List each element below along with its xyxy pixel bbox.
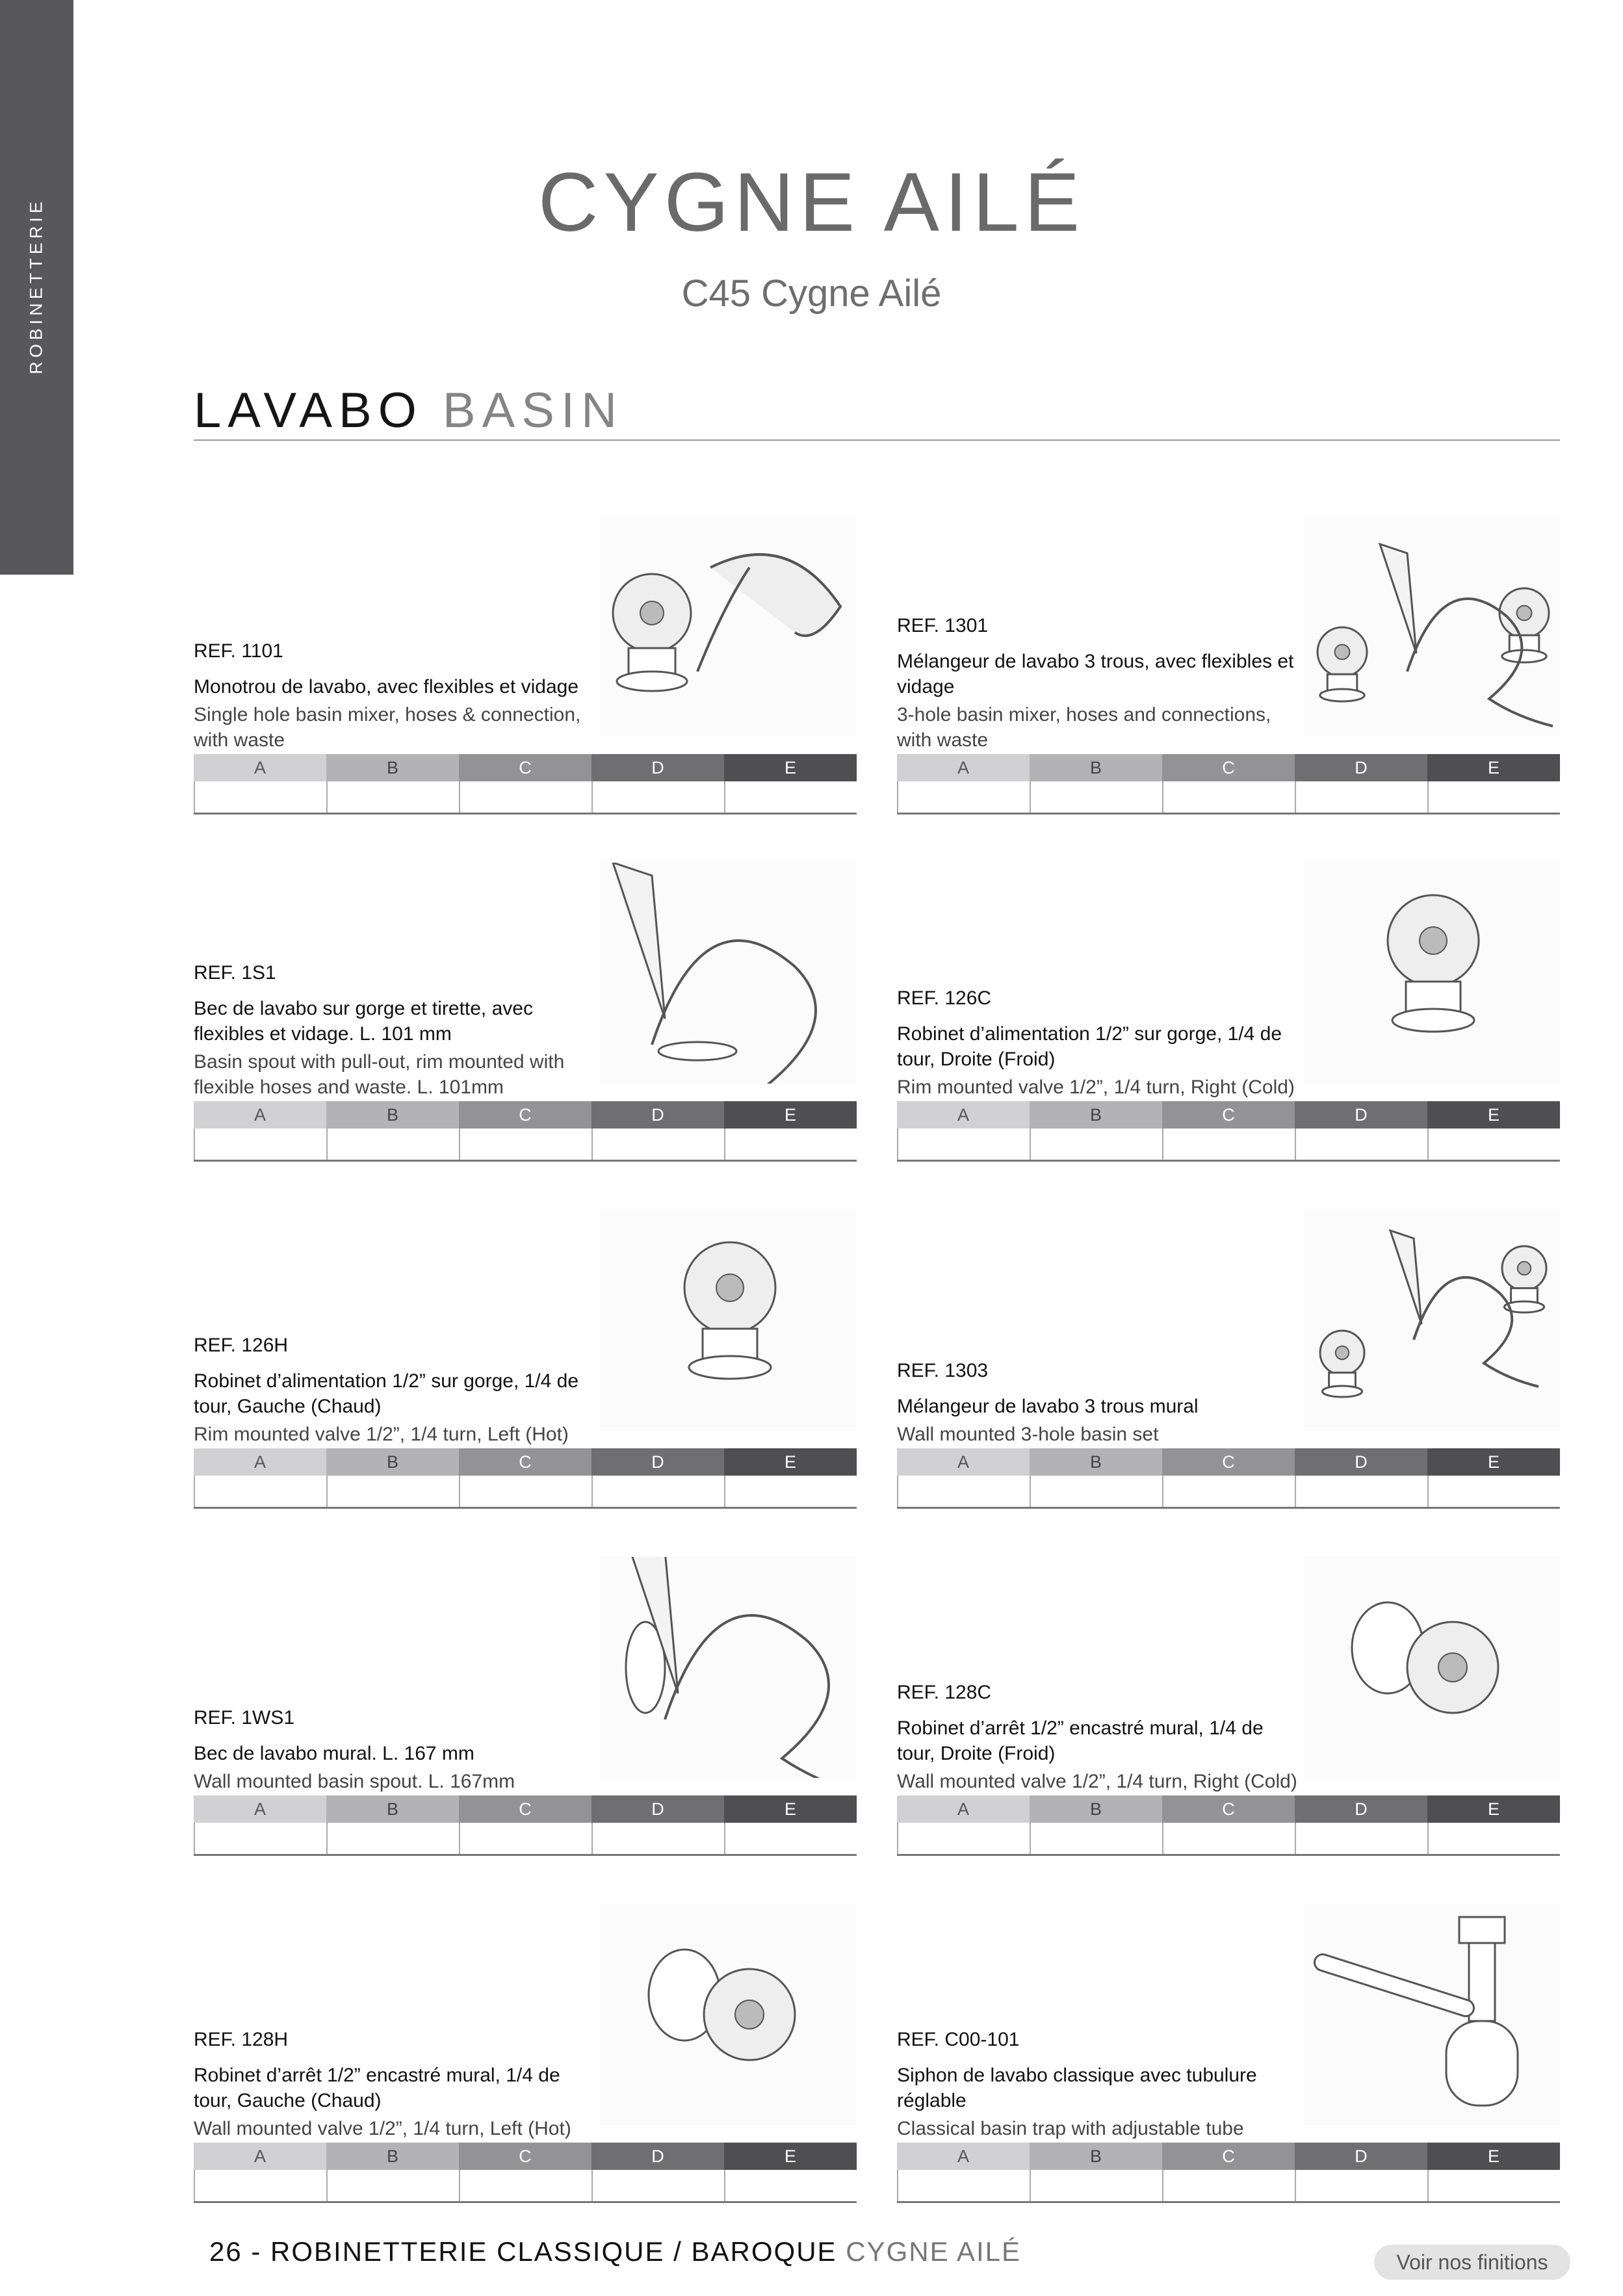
- finish-cell: [326, 1476, 459, 1507]
- product-ref-number: 1S1: [241, 962, 276, 984]
- product-ref-number: 1303: [944, 1360, 989, 1381]
- finish-cell: [326, 1128, 459, 1160]
- finish-cell: [897, 2170, 1030, 2201]
- finish-value-row: [194, 781, 857, 813]
- section-heading: [194, 382, 623, 439]
- finish-value-row: [194, 1476, 857, 1507]
- finish-col-D: D: [591, 754, 724, 781]
- product-text: [194, 2029, 597, 2141]
- finish-cell: [1295, 1823, 1427, 1854]
- product-text: [897, 1360, 1300, 1447]
- finish-col-C: C: [1162, 754, 1295, 781]
- finish-col-B: B: [1030, 754, 1162, 781]
- product-card: [897, 1210, 1560, 1509]
- finish-cell: [326, 1823, 459, 1854]
- finish-col-E: E: [1427, 2143, 1560, 2170]
- finish-col-D: D: [591, 1448, 724, 1476]
- finish-col-B: B: [1030, 1795, 1162, 1823]
- finish-col-C: C: [459, 2143, 591, 2170]
- finish-value-row: [897, 1476, 1560, 1507]
- product-ref-number: C00-101: [944, 2029, 1020, 2050]
- finish-table: [897, 1448, 1560, 1509]
- finish-cell: [326, 781, 459, 813]
- finish-cell: [194, 2170, 326, 2201]
- three-hole-swan-mixer-icon: [1303, 515, 1560, 737]
- product-ref-prefix: REF.: [194, 1335, 242, 1356]
- finish-cell: [591, 1823, 724, 1854]
- finish-cell: [459, 1476, 591, 1507]
- product-card: [897, 1557, 1560, 1856]
- product-ref-prefix: REF.: [897, 1360, 945, 1381]
- finish-value-row: [897, 781, 1560, 813]
- finish-cell: [1030, 781, 1162, 813]
- finish-cell: [459, 1128, 591, 1160]
- finish-cell: [1030, 2170, 1162, 2201]
- section-heading-fr: LAVABO: [194, 383, 423, 438]
- finish-table: [897, 2143, 1560, 2203]
- finish-table: [897, 1795, 1560, 1856]
- finish-cell: [591, 781, 724, 813]
- product-desc-en: 3-hole basin mixer, hoses and connections, with waste: [897, 704, 1271, 751]
- finish-col-D: D: [1295, 2143, 1427, 2170]
- finish-cell: [1162, 2170, 1295, 2201]
- product-text: [194, 1335, 597, 1447]
- finish-cell: [1427, 2170, 1560, 2201]
- wall-valve-icon: [600, 1904, 857, 2125]
- finish-col-E: E: [1427, 1795, 1560, 1823]
- product-ref-number: 128H: [241, 2029, 289, 2050]
- section-heading-en: BASIN: [442, 383, 623, 438]
- finish-cell: [194, 1128, 326, 1160]
- finish-col-C: C: [459, 1448, 591, 1476]
- finish-col-A: A: [194, 1795, 326, 1823]
- finish-col-C: C: [1162, 1795, 1295, 1823]
- product-ref: [897, 1682, 1300, 1704]
- finish-table: [194, 754, 857, 815]
- finish-cell: [1427, 1823, 1560, 1854]
- finish-header-row: [897, 1101, 1560, 1128]
- finish-cell: [194, 1823, 326, 1854]
- finish-cell: [459, 2170, 591, 2201]
- finish-col-A: A: [897, 1101, 1030, 1128]
- product-ref-prefix: REF.: [897, 615, 945, 636]
- finish-col-B: B: [326, 754, 459, 781]
- finish-value-row: [897, 2170, 1560, 2201]
- finish-cell: [1427, 1476, 1560, 1507]
- product-ref: [194, 962, 597, 984]
- product-ref-prefix: REF.: [897, 987, 945, 1009]
- finish-table: [897, 754, 1560, 815]
- finish-cell: [194, 781, 326, 813]
- finish-cell: [724, 1823, 857, 1854]
- finish-col-B: B: [326, 1448, 459, 1476]
- finish-col-E: E: [724, 1101, 857, 1128]
- finish-col-C: C: [1162, 1448, 1295, 1476]
- product-text: [897, 615, 1300, 753]
- product-desc-en: Wall mounted 3-hole basin set: [897, 1424, 1159, 1445]
- finish-cell: [591, 1476, 724, 1507]
- product-text: [194, 962, 597, 1100]
- finish-table: [194, 1795, 857, 1856]
- product-desc-en: Wall mounted valve 1/2”, 1/4 turn, Left (Hot): [194, 2118, 571, 2139]
- product-ref-number: 126C: [944, 987, 992, 1009]
- finish-col-B: B: [326, 1795, 459, 1823]
- product-desc-fr: Robinet d’arrêt 1/2” encastré mural, 1/4 de tour, Droite (Froid): [897, 1717, 1264, 1764]
- product-ref-number: 128C: [944, 1682, 992, 1703]
- finish-col-E: E: [1427, 754, 1560, 781]
- finish-cell: [326, 2170, 459, 2201]
- finish-col-A: A: [897, 1448, 1030, 1476]
- product-ref-number: 1301: [944, 615, 989, 636]
- product-ref-prefix: REF.: [897, 2029, 945, 2050]
- product-ref-prefix: REF.: [897, 1682, 945, 1703]
- finish-col-C: C: [1162, 1101, 1295, 1128]
- product-ref-prefix: REF.: [194, 640, 242, 662]
- finish-value-row: [194, 2170, 857, 2201]
- product-desc-fr: Mélangeur de lavabo 3 trous, avec flexibles et vidage: [897, 651, 1294, 698]
- finish-table: [194, 2143, 857, 2203]
- product-text: [897, 987, 1300, 1100]
- finish-header-row: [897, 1448, 1560, 1476]
- product-card: [897, 1904, 1560, 2203]
- product-ref-prefix: REF.: [194, 2029, 242, 2050]
- finish-cell: [1427, 781, 1560, 813]
- finish-value-row: [194, 1128, 857, 1160]
- product-desc-en: Classical basin trap with adjustable tube: [897, 2118, 1244, 2139]
- product-desc-fr: Siphon de lavabo classique avec tubulure réglable: [897, 2065, 1257, 2111]
- finish-header-row: [897, 754, 1560, 781]
- finish-col-B: B: [326, 2143, 459, 2170]
- section-divider: [194, 439, 1560, 441]
- finish-col-E: E: [724, 754, 857, 781]
- finish-header-row: [194, 754, 857, 781]
- finish-cell: [1162, 1823, 1295, 1854]
- finish-cell: [897, 781, 1030, 813]
- finish-cell: [1295, 2170, 1427, 2201]
- footer-page-label: 26 - ROBINETTERIE CLASSIQUE / BAROQUE: [209, 2236, 837, 2267]
- finish-cell: [591, 2170, 724, 2201]
- product-desc-en: Basin spout with pull-out, rim mounted with flexible hoses and waste. L. 101mm: [194, 1051, 565, 1098]
- finish-col-D: D: [591, 2143, 724, 2170]
- product-ref-number: 1WS1: [241, 1707, 295, 1729]
- product-desc-fr: Bec de lavabo mural. L. 167 mm: [194, 1743, 474, 1764]
- finish-col-E: E: [724, 1448, 857, 1476]
- product-ref-number: 126H: [241, 1335, 289, 1356]
- finish-cell: [724, 2170, 857, 2201]
- finish-col-D: D: [1295, 754, 1427, 781]
- product-text: [897, 1682, 1300, 1794]
- product-ref: [897, 1360, 1300, 1382]
- finish-header-row: [194, 1795, 857, 1823]
- finish-col-D: D: [1295, 1448, 1427, 1476]
- product-card: [194, 515, 857, 815]
- product-card: [194, 863, 857, 1162]
- product-desc-en: Rim mounted valve 1/2”, 1/4 turn, Left (Hot): [194, 1424, 569, 1445]
- finish-cell: [1030, 1476, 1162, 1507]
- finish-col-D: D: [1295, 1101, 1427, 1128]
- product-ref: [194, 1707, 597, 1729]
- finish-table: [194, 1101, 857, 1162]
- finish-header-row: [194, 1448, 857, 1476]
- product-ref-prefix: REF.: [194, 1707, 242, 1729]
- basin-trap-icon: [1303, 1904, 1560, 2125]
- swan-spout-icon: [600, 863, 857, 1084]
- finish-header-row: [194, 2143, 857, 2170]
- product-text: [194, 1707, 597, 1794]
- finish-header-row: [897, 1795, 1560, 1823]
- finish-col-A: A: [194, 754, 326, 781]
- finish-col-D: D: [591, 1101, 724, 1128]
- finish-col-A: A: [897, 754, 1030, 781]
- finish-value-row: [897, 1128, 1560, 1160]
- product-ref: [194, 2029, 597, 2051]
- finish-cell: [591, 1128, 724, 1160]
- product-ref: [897, 615, 1300, 637]
- finish-cell: [194, 1476, 326, 1507]
- single-hole-swan-mixer-icon: [600, 515, 857, 737]
- finish-cell: [1162, 1128, 1295, 1160]
- finish-cell: [724, 1128, 857, 1160]
- finish-col-E: E: [724, 2143, 857, 2170]
- finish-cell: [1030, 1823, 1162, 1854]
- finish-table: [897, 1101, 1560, 1162]
- finish-col-A: A: [194, 2143, 326, 2170]
- finish-cell: [1162, 781, 1295, 813]
- product-card: [194, 1210, 857, 1509]
- finish-col-C: C: [459, 754, 591, 781]
- product-ref: [897, 987, 1300, 1010]
- finish-col-E: E: [724, 1795, 857, 1823]
- finish-cell: [724, 1476, 857, 1507]
- page-footer: [209, 2236, 1021, 2267]
- finish-col-A: A: [897, 2143, 1030, 2170]
- finish-cell: [459, 1823, 591, 1854]
- product-desc-fr: Bec de lavabo sur gorge et tirette, avec flexibles et vidage. L. 101 mm: [194, 998, 533, 1045]
- finish-col-E: E: [1427, 1448, 1560, 1476]
- finish-cell: [1295, 1476, 1427, 1507]
- product-desc-fr: Robinet d’alimentation 1/2” sur gorge, 1/4 de tour, Droite (Froid): [897, 1023, 1282, 1070]
- voir-finitions-button[interactable]: Voir nos finitions: [1374, 2245, 1570, 2280]
- product-desc-en: Single hole basin mixer, hoses & connection, with waste: [194, 704, 581, 751]
- product-card: [194, 1557, 857, 1856]
- product-card: [194, 1904, 857, 2203]
- finish-cell: [897, 1128, 1030, 1160]
- finish-cell: [459, 781, 591, 813]
- product-ref: [194, 640, 597, 662]
- product-text: [194, 640, 597, 753]
- finish-value-row: [194, 1823, 857, 1854]
- finish-col-D: D: [591, 1795, 724, 1823]
- finish-col-B: B: [1030, 2143, 1162, 2170]
- finish-header-row: [194, 1101, 857, 1128]
- wall-valve-icon: [1303, 1557, 1560, 1778]
- finish-cell: [1427, 1128, 1560, 1160]
- finish-cell: [1295, 1128, 1427, 1160]
- product-desc-en: Wall mounted valve 1/2”, 1/4 turn, Right (Cold): [897, 1771, 1297, 1792]
- product-ref-prefix: REF.: [194, 962, 242, 984]
- finish-col-C: C: [459, 1795, 591, 1823]
- finish-col-B: B: [1030, 1101, 1162, 1128]
- rim-valve-icon: [600, 1210, 857, 1431]
- finish-col-D: D: [1295, 1795, 1427, 1823]
- finish-cell: [897, 1476, 1030, 1507]
- finish-col-E: E: [1427, 1101, 1560, 1128]
- product-text: [897, 2029, 1300, 2141]
- product-desc-fr: Robinet d’arrêt 1/2” encastré mural, 1/4 de tour, Gauche (Chaud): [194, 2065, 560, 2111]
- finish-table: [194, 1448, 857, 1509]
- wall-three-hole-set-icon: [1303, 1210, 1560, 1431]
- finish-col-B: B: [326, 1101, 459, 1128]
- product-ref: [897, 2029, 1300, 2051]
- product-desc-fr: Robinet d’alimentation 1/2” sur gorge, 1/4 de tour, Gauche (Chaud): [194, 1370, 579, 1417]
- product-desc-en: Rim mounted valve 1/2”, 1/4 turn, Right (Cold): [897, 1076, 1295, 1098]
- product-ref-number: 1101: [241, 640, 283, 662]
- product-ref: [194, 1335, 597, 1357]
- footer-accent: CYGNE AILÉ: [846, 2236, 1021, 2267]
- page-title: CYGNE AILÉ: [538, 156, 1085, 249]
- finish-col-A: A: [897, 1795, 1030, 1823]
- page-subtitle: C45 Cygne Ailé: [681, 272, 942, 315]
- finish-cell: [1030, 1128, 1162, 1160]
- finish-col-C: C: [1162, 2143, 1295, 2170]
- finish-col-A: A: [194, 1448, 326, 1476]
- wall-swan-spout-icon: [600, 1557, 857, 1778]
- side-tab-label: ROBINETTERIE: [26, 198, 46, 374]
- finish-value-row: [897, 1823, 1560, 1854]
- finish-cell: [1295, 781, 1427, 813]
- product-card: [897, 863, 1560, 1162]
- finish-header-row: [897, 2143, 1560, 2170]
- product-card: [897, 515, 1560, 815]
- finish-col-C: C: [459, 1101, 591, 1128]
- rim-valve-icon: [1303, 863, 1560, 1084]
- finish-col-A: A: [194, 1101, 326, 1128]
- finish-col-B: B: [1030, 1448, 1162, 1476]
- product-desc-en: Wall mounted basin spout. L. 167mm: [194, 1771, 515, 1792]
- finish-cell: [897, 1823, 1030, 1854]
- finish-cell: [724, 781, 857, 813]
- product-desc-fr: Monotrou de lavabo, avec flexibles et vidage: [194, 676, 579, 698]
- product-desc-fr: Mélangeur de lavabo 3 trous mural: [897, 1396, 1199, 1417]
- finish-cell: [1162, 1476, 1295, 1507]
